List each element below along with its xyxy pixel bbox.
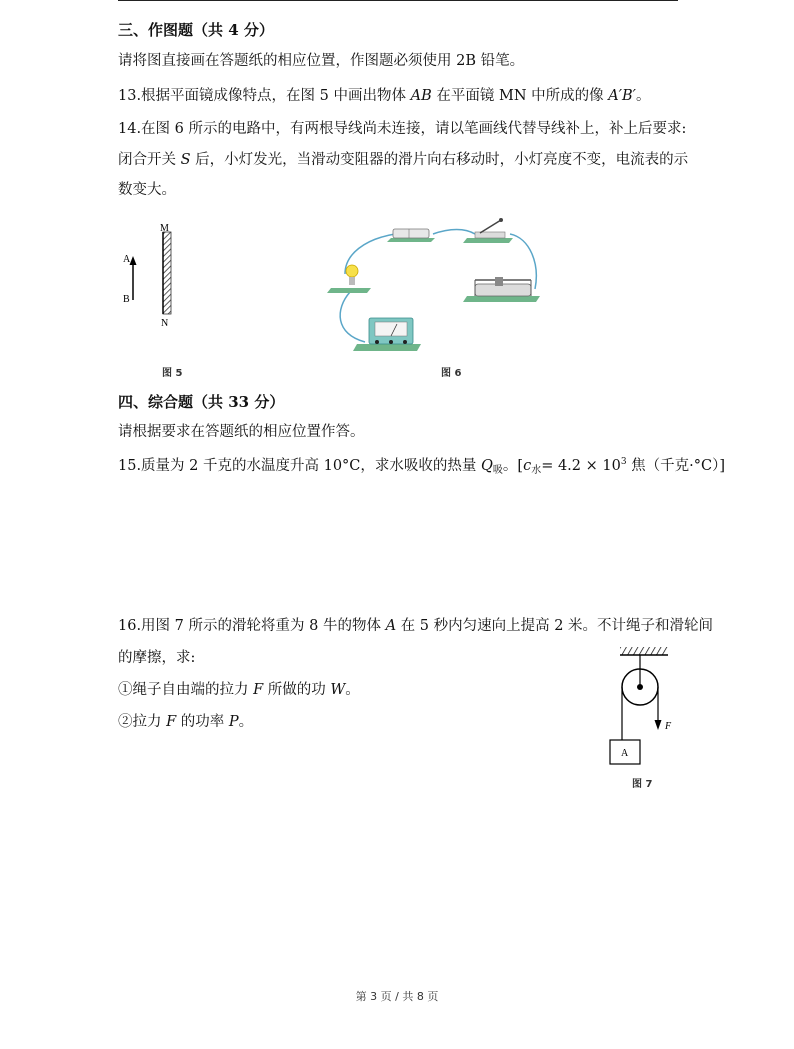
q15-unit: 焦（千克·°C）] <box>626 458 726 474</box>
figure-7-caption: 图 7 <box>632 779 653 790</box>
q16-text: 16.用图 7 所示的滑轮将重为 8 牛的物体 <box>118 618 386 634</box>
q16-w: W <box>330 682 346 698</box>
q13-text-mid: 在平面镜 MN 中所成的像 <box>431 88 609 104</box>
q13-ab: AB <box>410 88 432 104</box>
q16-a: A <box>385 618 397 634</box>
q15-c-sub: 水 <box>531 465 542 476</box>
q13-text-end: 。 <box>635 88 651 104</box>
q16-sub1-text: ①绳子自由端的拉力 <box>118 682 254 698</box>
q16-f1: F <box>253 682 264 698</box>
question-16-sub2 <box>118 712 253 732</box>
rheostat-component <box>463 277 540 302</box>
q14-switch-s: S <box>180 152 191 168</box>
question-15 <box>118 452 725 481</box>
lamp-component <box>327 265 371 293</box>
label-b: B <box>123 294 130 305</box>
figure-6-circuit <box>325 214 545 364</box>
page-footer: 第 3 页 / 共 8 页 <box>355 990 439 1003</box>
label-n: N <box>161 318 169 329</box>
label-a: A <box>123 254 131 265</box>
battery-component <box>387 229 435 242</box>
q15-c: c <box>523 458 532 474</box>
mirror-mn <box>163 232 171 314</box>
question-16-sub1 <box>118 680 360 700</box>
section4-instruction: 请根据要求在答题纸的相应位置作答。 <box>118 424 365 440</box>
q16-sub2-text: ②拉力 <box>118 714 167 730</box>
q16-f2: F <box>166 714 177 730</box>
top-rule <box>118 0 678 1</box>
figure-6-caption: 图 6 <box>441 368 462 379</box>
question-14-line2 <box>118 150 688 170</box>
q13-image-label: A′B′ <box>608 88 636 104</box>
section3-instruction: 请将图直接画在答题纸的相应位置，作图题必须使用 2B 铅笔。 <box>118 53 525 69</box>
ceiling-hatch <box>620 647 668 655</box>
q15-q-sub: 吸 <box>492 465 503 476</box>
label-block-a: A <box>621 748 629 759</box>
question-16-line2: 的摩擦，求: <box>118 650 196 666</box>
figure-5-caption: 图 5 <box>162 368 183 379</box>
q16-sub2-end: 。 <box>238 714 254 730</box>
q16-p: P <box>228 714 239 730</box>
q15-q: Q <box>481 458 493 474</box>
q16-sub2-mid: 的功率 <box>176 714 229 730</box>
question-13 <box>118 86 650 106</box>
figure-5-mirror <box>118 222 198 332</box>
q15-eq: = 4.2 × 10 <box>541 458 621 474</box>
q14-text-post: 后，小灯发光，当滑动变阻器的滑片向右移动时，小灯亮度不变，电流表的示 <box>190 152 689 168</box>
q16-sub1-end: 。 <box>345 682 360 698</box>
q15-mid: 。[ <box>502 458 524 474</box>
q15-exp: 3 <box>620 457 627 467</box>
q16-sub1-mid: 所做的功 <box>263 682 331 698</box>
q16-text-post: 在 5 秒内匀速向上提高 2 米。不计绳子和滑轮间 <box>396 618 714 634</box>
figure-7-pulley <box>600 642 690 772</box>
label-m: M <box>160 223 169 234</box>
switch-component <box>463 218 513 243</box>
question-16-line1 <box>118 616 713 636</box>
section3-heading: 三、作图题（共 4 分） <box>118 21 274 39</box>
question-14-line1: 14.在图 6 所示的电路中，有两根导线尚未连接，请以笔画线代替导线补上，补上后要求: <box>118 121 687 137</box>
q15-text: 15.质量为 2 千克的水温度升高 10°C，求水吸收的热量 <box>118 458 482 474</box>
ammeter-component <box>353 318 421 351</box>
label-f: F <box>665 721 672 732</box>
question-14-line3: 数变大。 <box>118 182 176 198</box>
q13-text: 13.根据平面镜成像特点，在图 5 中画出物体 <box>118 88 411 104</box>
q14-text: 闭合开关 <box>118 152 181 168</box>
section4-heading: 四、综合题（共 33 分） <box>118 393 285 411</box>
force-arrow <box>655 720 662 730</box>
